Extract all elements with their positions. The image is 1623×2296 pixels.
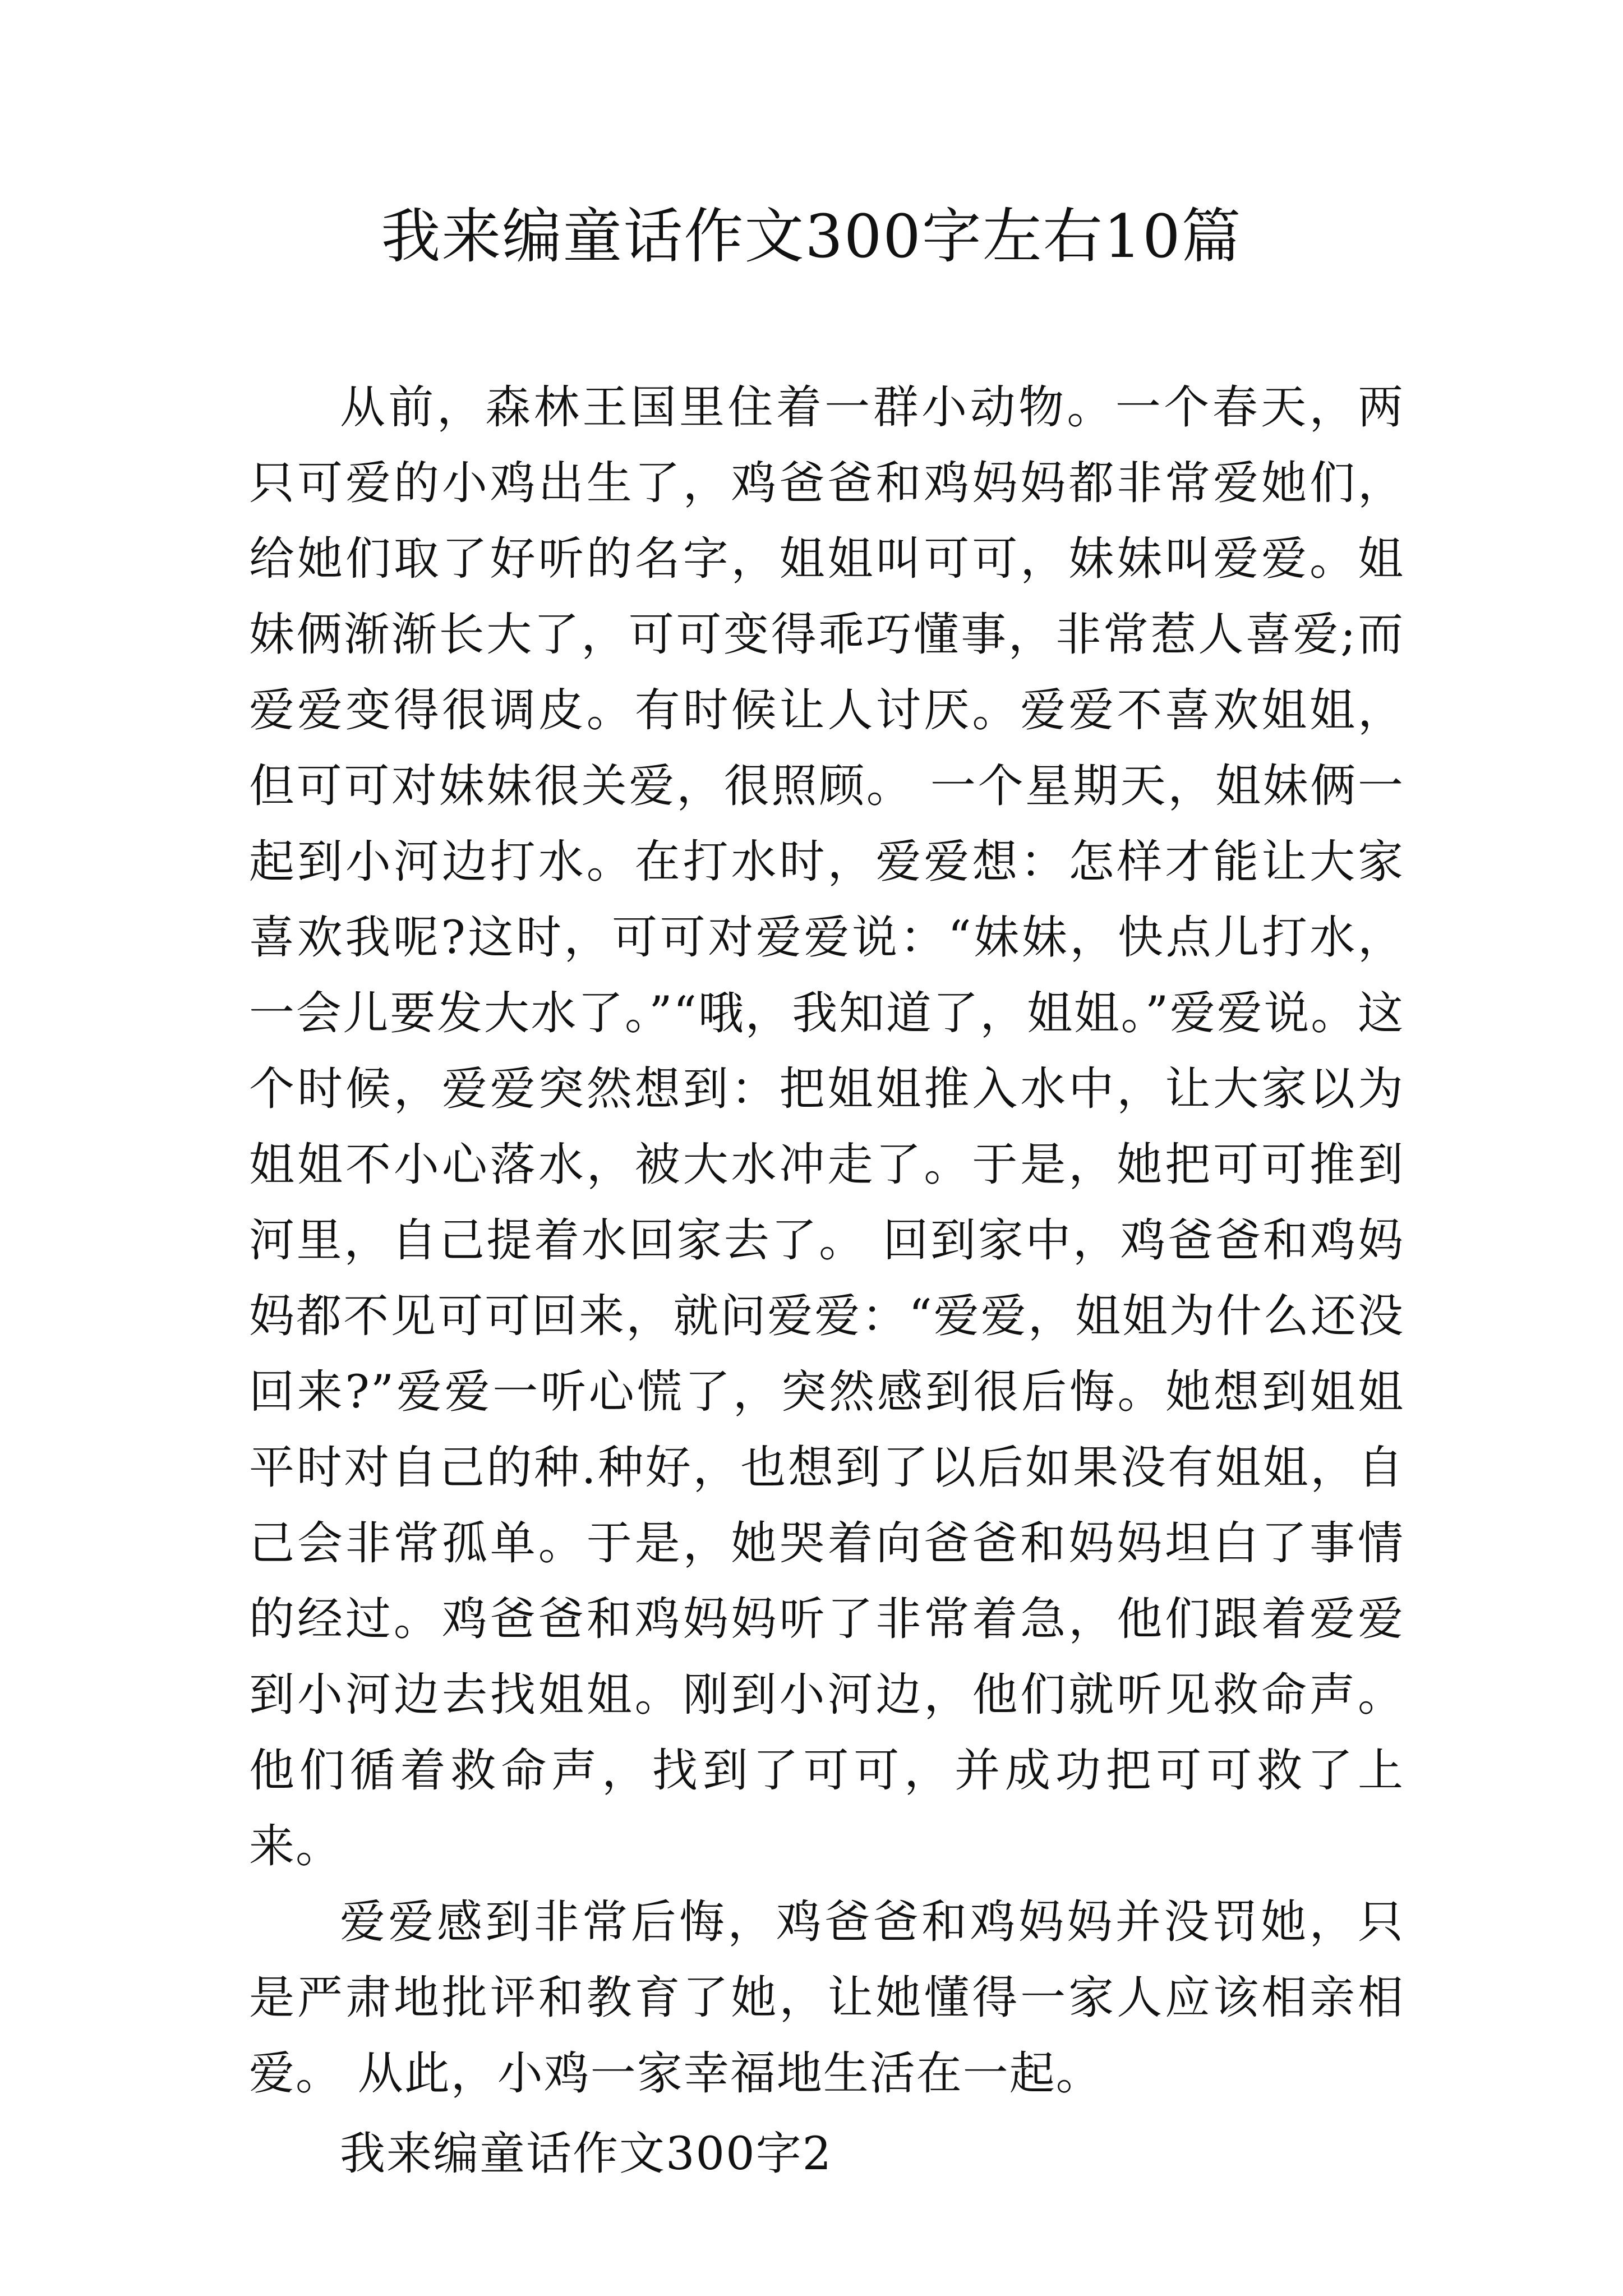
section-heading: 我来编童话作文300字2: [340, 2128, 833, 2180]
document-body: [249, 370, 1404, 2192]
document-title: 我来编童话作文300字左右10篇: [381, 202, 1242, 271]
paragraph-2: 爱爱感到非常后悔，鸡爸爸和鸡妈妈并没罚她，只是严肃地批评和教育了她，让她懂得一家人应该相亲相爱。 从此，小鸡一家幸福地生活在一起。: [249, 1896, 1404, 2100]
paragraph-1: 从前，森林王国里住着一群小动物。一个春天，两只可爱的小鸡出生了，鸡爸爸和鸡妈妈都非常爱她们，给她们取了好听的名字，姐姐叫可可，妹妹叫爱爱。姐妹俩渐渐长大了，可可变得乖巧懂事，非常惹人喜爱;而爱爱变得很调皮。有时候让人讨厌。爱爱不喜欢姐姐，但可可对妹妹很关爱，很照顾。 一个星期天，姐妹俩一起到小河边打水。在打水时，爱爱想：怎样才能让大家喜欢我呢?这时，可可对爱爱说：“妹妹，快点儿打水，一会儿要发大水了。”“哦，我知道了，姐姐。”爱爱说。这个时候，爱爱突然想到：把姐姐推入水中，让大家以为姐姐不小心落水，被大水冲走了。于是，她把可可推到河里，自己提着水回家去了。 回到家中，鸡爸爸和鸡妈妈都不见可可回来，就问爱爱：“爱爱，姐姐为什么还没回来?”爱爱一听心慌了，突然感到很后悔。她想到姐姐平时对自己的种.种好，也想到了以后如果没有姐姐，自己会非常孤单。于是，她哭着向爸爸和妈妈坦白了事情的经过。鸡爸爸和鸡妈妈听了非常着急，他们跟着爱爱到小河边去找姐姐。刚到小河边，他们就听见救命声。他们循着救命声，找到了可可，并成功把可可救了上来。: [249, 381, 1404, 1873]
